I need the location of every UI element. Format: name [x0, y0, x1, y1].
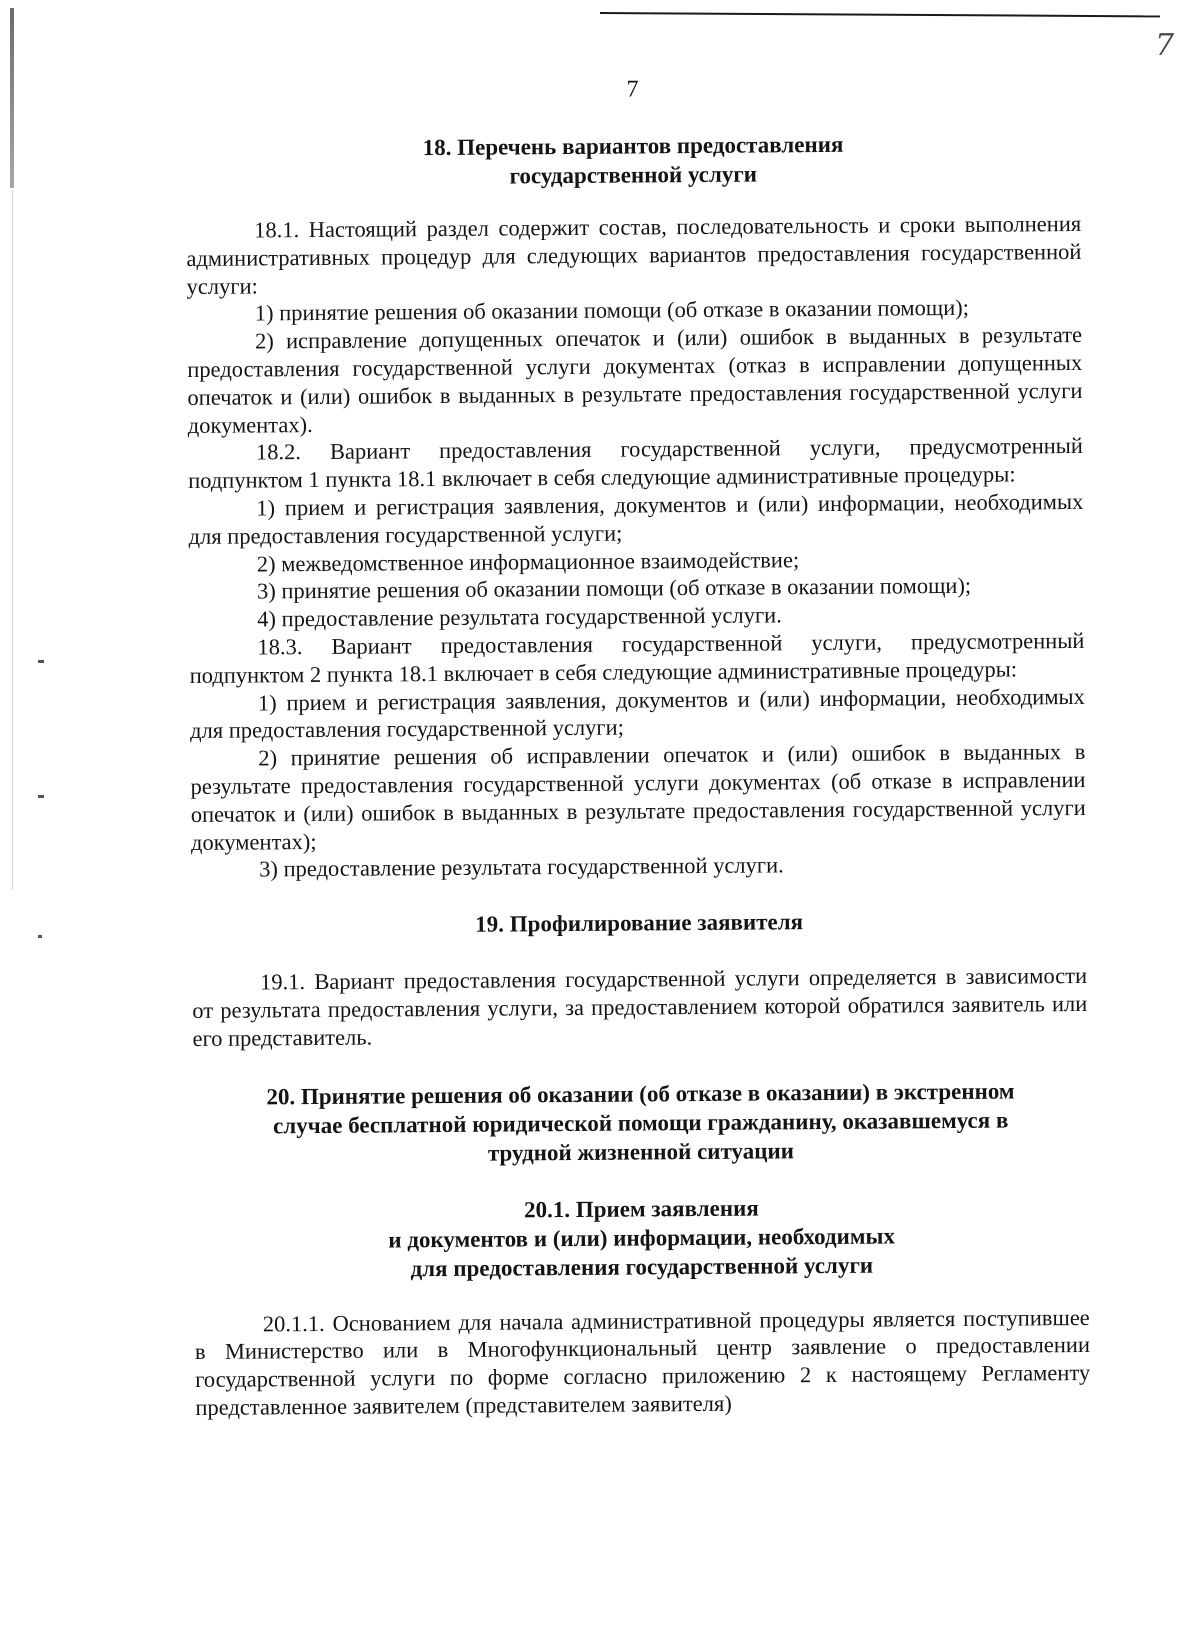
section-18-title — [185, 128, 1080, 193]
paragraph-18-2: 18.2. Вариант предоставления государственной услуги, предусмотренный подпунктом 1 пункта 18.1 включает в себя следующие административные процедуры: — [188, 433, 1083, 494]
list-item: 2) принятие решения об исправлении опечаток и (или) ошибок в выданных в результате предоставления государственной услуги документах (об отказе в исправлении опечаток и (или) ошибок в выданных в результате предоставления государственной услуги документах); — [190, 739, 1086, 855]
title-line: 18. Перечень вариантов предоставления — [422, 131, 844, 161]
paragraph-18-3: 18.3. Вариант предоставления государственной услуги, предусмотренный подпунктом 2 пункта 18.1 включает в себя следующие административные процедуры: — [189, 627, 1085, 688]
section-20-title — [193, 1075, 1089, 1169]
page-number: 7 — [626, 76, 639, 103]
list-item: 1) прием и регистрация заявления, документов и (или) информации, необходимых для предоставления государственной услуги; — [188, 488, 1084, 549]
header-rule — [600, 12, 1160, 17]
list-item: 3) предоставление результата государственной услуги. — [259, 852, 784, 882]
paragraph-19-1: 19.1. Вариант предоставления государственной услуги определяется в зависимости от результата предоставления услуги, за предоставлением которой обратился заявитель или его представитель. — [192, 963, 1088, 1051]
title-line: для предоставления государственной услуги — [410, 1252, 874, 1281]
list-item: 2) исправление допущенных опечаток и (или) ошибок в выданных в результате предоставления государственной услуги документах (отказ в исправлении допущенных опечаток и (или) ошибок в выданных в результате предоставления государственной услуги документах). — [187, 322, 1083, 438]
title-line: и документов и (или) информации, необходимых — [388, 1222, 896, 1252]
list-item: 1) прием и регистрация заявления, документов и (или) информации, необходимых для предоставления государственной услуги; — [190, 683, 1085, 744]
paragraph-20-1-1: 20.1.1. Основанием для начала административной процедуры является поступившее в Министерство или в Многофункциональный центр заявление о предоставлении государственной услуги по форме согласно приложению 2 к настоящему Регламенту представленное заявителем (представителем заявителя) — [194, 1304, 1091, 1420]
paragraph-18-1: 18.1. Настоящий раздел содержит состав, последовательность и сроки выполнения административных процедур для следующих вариантов предоставления государственной услуги: — [186, 210, 1082, 299]
list-item: 3) принятие решения об оказании помощи (об отказе в оказании помощи); — [256, 573, 972, 604]
document-page — [185, 73, 1091, 1422]
title-line: 19. Профилирование заявителя — [475, 909, 804, 937]
handwritten-sheet-number: 7 — [1155, 28, 1175, 63]
scan-edge-shadow — [10, 8, 14, 188]
section-19-title — [192, 905, 1087, 941]
title-line: государственной услуги — [509, 161, 758, 189]
title-line: трудной жизненной ситуации — [487, 1137, 795, 1166]
scan-artifact-mark — [38, 935, 42, 938]
title-line: 20. Принятие решения об оказании (об отказе в оказании) в экстренном — [266, 1078, 1015, 1109]
title-line: случае бесплатной юридической помощи гражданину, оказавшемуся в — [272, 1107, 1009, 1138]
scan-edge-line — [12, 190, 13, 890]
list-item: 4) предоставление результата государственной услуги. — [257, 602, 782, 632]
scan-artifact-mark — [38, 795, 44, 798]
list-item: 1) принятие решения об оказании помощи (об отказе в оказании помощи); — [254, 295, 970, 326]
title-line: 20.1. Прием заявления — [523, 1195, 759, 1222]
section-20-1-title — [194, 1190, 1090, 1284]
scan-artifact-mark — [38, 660, 44, 663]
list-item: 2) межведомственное информационное взаимодействие; — [256, 546, 800, 577]
